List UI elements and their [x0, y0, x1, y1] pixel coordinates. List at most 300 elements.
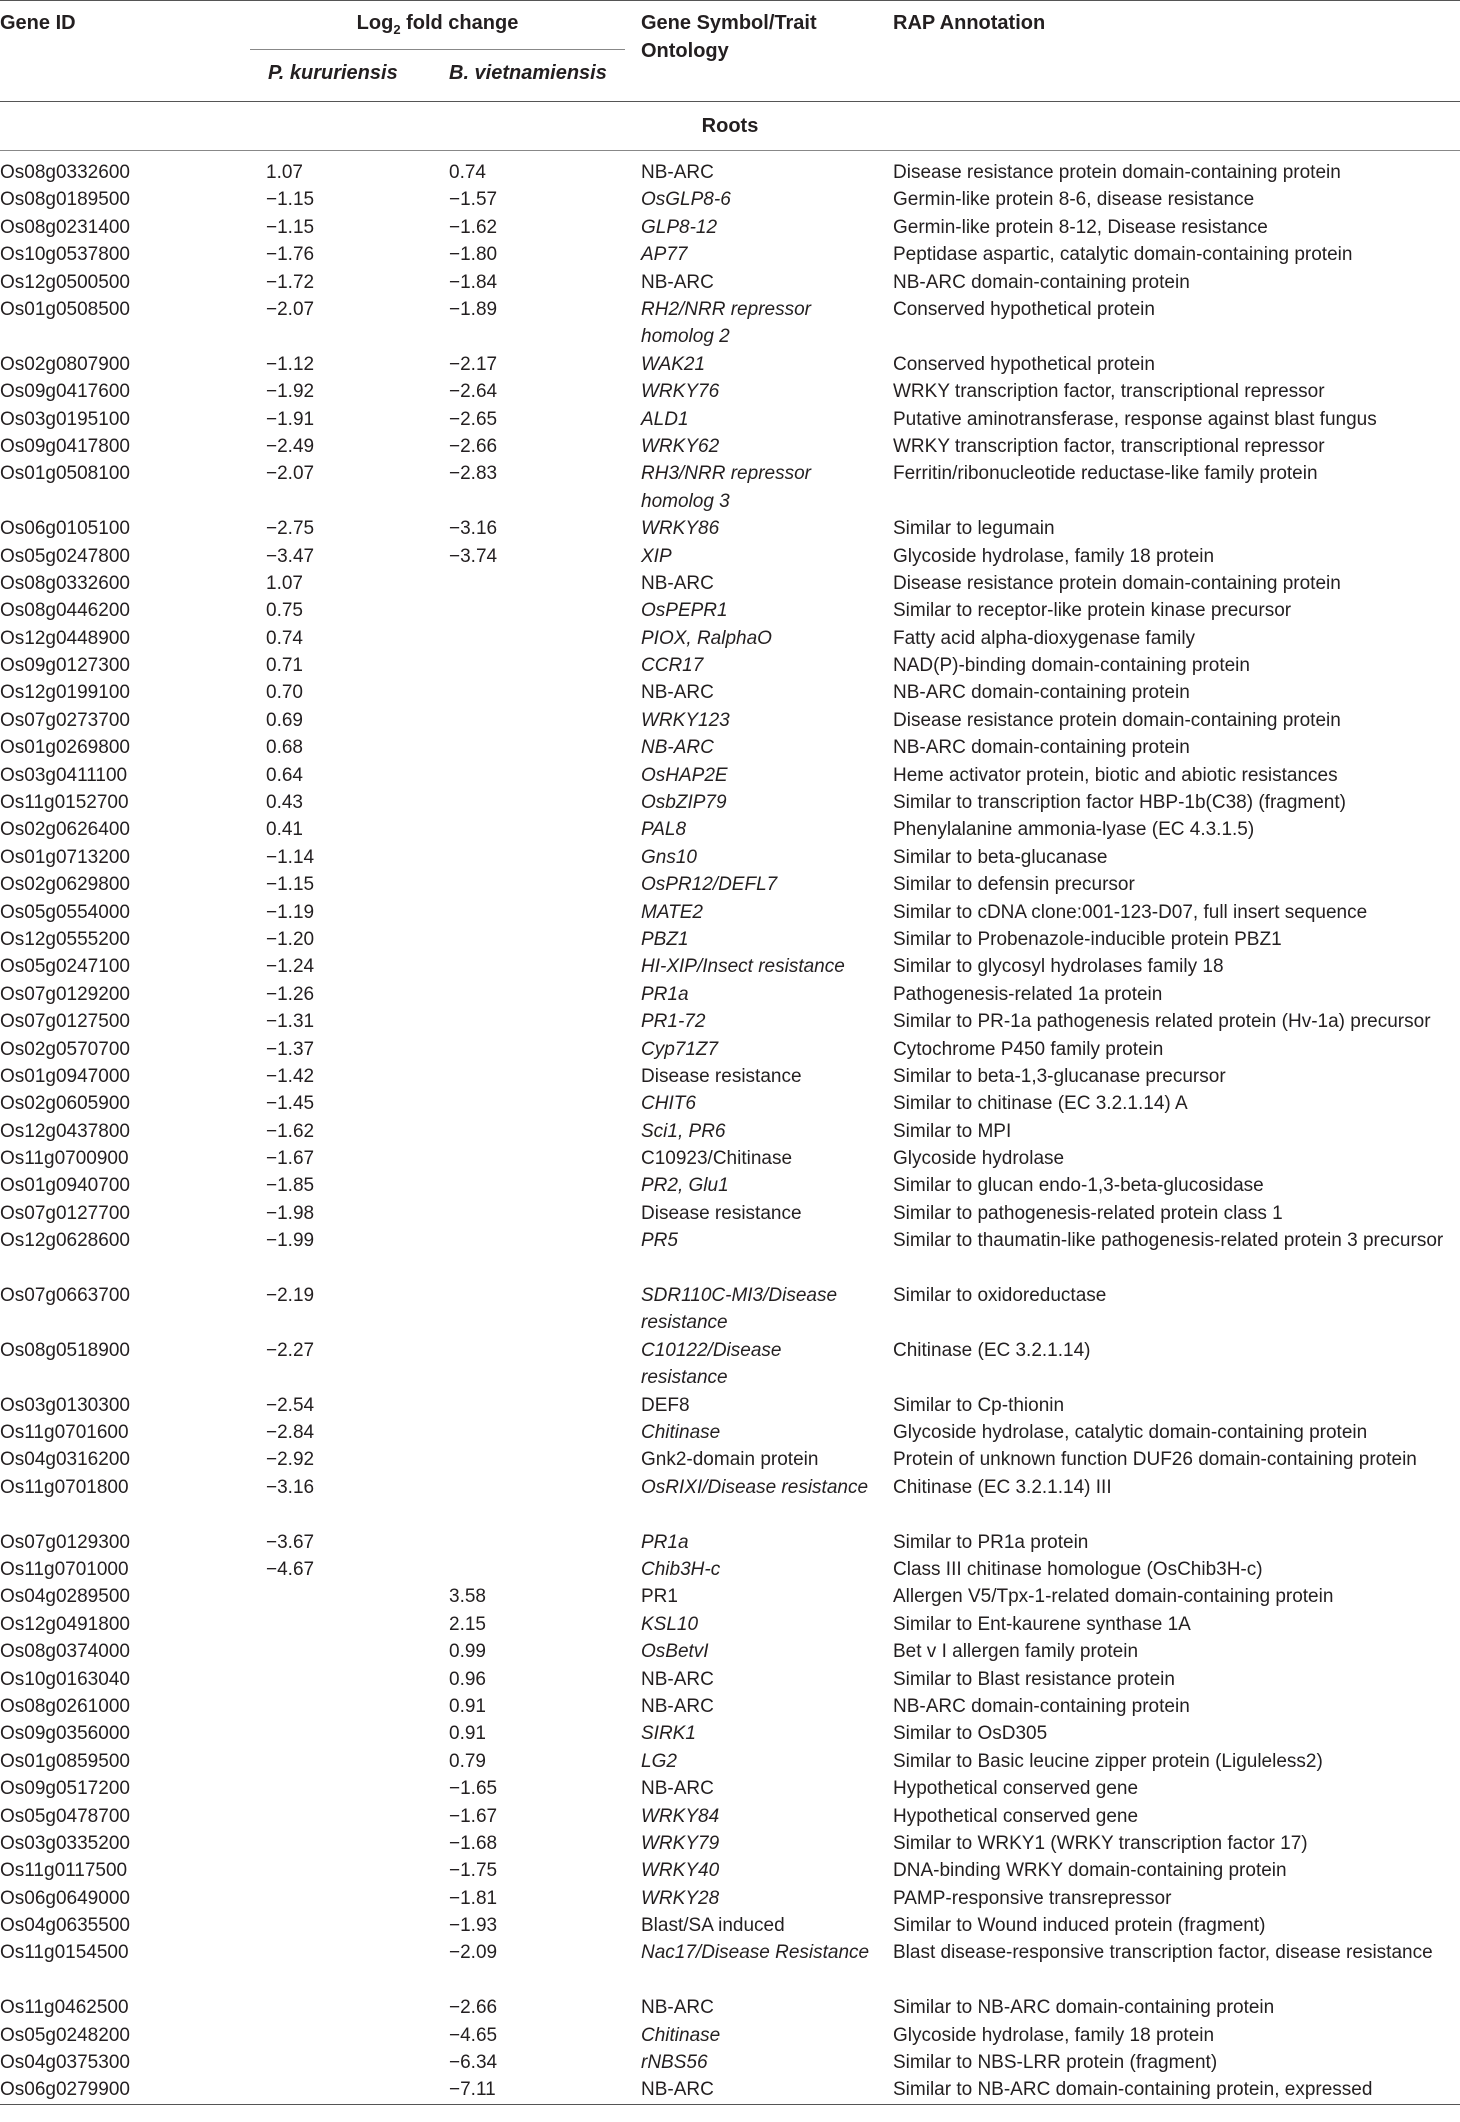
b-vietnamiensis-cell: −1.68 — [449, 1832, 498, 1854]
table-row — [0, 1885, 1460, 1912]
table-row — [0, 214, 1460, 241]
gene-id-cell: Os01g0508100 — [0, 463, 130, 485]
b-vietnamiensis-cell: −3.74 — [449, 545, 498, 567]
gene-symbol-cell: CHIT6 — [641, 1093, 696, 1115]
gene-id-cell: Os09g0417600 — [0, 381, 130, 403]
gene-symbol-cell: Sci1, PR6 — [641, 1120, 726, 1142]
gene-symbol-cell: NB-ARC — [641, 271, 714, 293]
b-vietnamiensis-cell: 0.99 — [449, 1641, 486, 1663]
rap-annotation-cell: Similar to PR-1a pathogenesis related protein (Hv-1a) precursor — [893, 1011, 1431, 1033]
rap-annotation-cell: Putative aminotransferase, response against blast fungus — [893, 408, 1377, 430]
gene-symbol-cell: AP77 — [641, 244, 688, 266]
p-kururiensis-cell: −1.14 — [266, 846, 315, 868]
gene-id-cell: Os01g0859500 — [0, 1750, 130, 1772]
gene-symbol-cell: PBZ1 — [641, 928, 689, 950]
gene-symbol-cell: OsbZIP79 — [641, 792, 727, 814]
gene-id-cell: Os03g0195100 — [0, 408, 130, 430]
p-kururiensis-cell: −2.19 — [266, 1285, 315, 1307]
gene-id-cell: Os03g0411100 — [0, 764, 128, 786]
table-row — [0, 1857, 1460, 1884]
p-kururiensis-cell: 0.74 — [266, 627, 303, 649]
gene-id-cell: Os09g0517200 — [0, 1778, 130, 1800]
rap-annotation-cell: Similar to pathogenesis-related protein class 1 — [893, 1202, 1283, 1224]
b-vietnamiensis-cell: −2.17 — [449, 353, 498, 375]
rap-annotation-cell: Ferritin/ribonucleotide reductase-like family protein — [893, 463, 1318, 485]
rap-annotation-cell: Chitinase (EC 3.2.1.14) III — [893, 1476, 1112, 1498]
rap-annotation-cell: Chitinase (EC 3.2.1.14) — [893, 1339, 1091, 1361]
gene-id-cell: Os05g0247100 — [0, 956, 130, 978]
rap-annotation-cell: NB-ARC domain-containing protein — [893, 682, 1190, 704]
gene-id-cell: Os06g0279900 — [0, 2079, 130, 2101]
gene-id-cell: Os12g0628600 — [0, 1230, 130, 1252]
gene-id-cell: Os07g0273700 — [0, 709, 130, 731]
table-row — [0, 2022, 1460, 2049]
rap-annotation-cell: Heme activator protein, biotic and abiotic resistances — [893, 764, 1338, 786]
rap-annotation-cell: Disease resistance protein domain-containing protein — [893, 162, 1341, 183]
p-kururiensis-cell: −1.62 — [266, 1120, 315, 1142]
gene-id-cell: Os08g0446200 — [0, 600, 130, 622]
rap-annotation-cell: Conserved hypothetical protein — [893, 353, 1155, 375]
p-kururiensis-cell: −1.37 — [266, 1038, 315, 1060]
gene-symbol-cell: PR1-72 — [641, 1011, 706, 1033]
table-row — [0, 1693, 1460, 1720]
rap-annotation-cell: Similar to receptor-like protein kinase precursor — [893, 600, 1292, 622]
table-row — [0, 2049, 1460, 2076]
rap-annotation-cell: Similar to Probenazole-inducible protein PBZ1 — [893, 928, 1282, 950]
rap-annotation-cell: Hypothetical conserved gene — [893, 1805, 1139, 1827]
gene-symbol-cell: RH2/NRR repressor homolog 2 — [641, 298, 811, 348]
gene-symbol-cell: WRKY40 — [641, 1860, 720, 1882]
gene-id-cell: Os06g0105100 — [0, 518, 130, 540]
table-row — [0, 570, 1460, 597]
p-kururiensis-cell: −1.85 — [266, 1175, 315, 1197]
p-kururiensis-cell: −3.47 — [266, 545, 315, 567]
rap-annotation-cell: Similar to NB-ARC domain-containing protein, expressed — [893, 2079, 1373, 2101]
gene-symbol-cell: WRKY84 — [641, 1805, 720, 1827]
gene-id-cell: Os03g0130300 — [0, 1394, 130, 1416]
gene-symbol-cell: NB-ARC — [641, 1668, 714, 1690]
gene-symbol-cell: Nac17/Disease Resistance — [641, 1942, 870, 1964]
rap-annotation-cell: Similar to Ent-kaurene synthase 1A — [893, 1613, 1191, 1635]
b-vietnamiensis-cell: −1.75 — [449, 1860, 498, 1882]
gene-symbol-cell: NB-ARC — [641, 2079, 714, 2101]
gene-symbol-cell: RH3/NRR repressor homolog 3 — [641, 463, 811, 512]
gene-id-cell: Os02g0605900 — [0, 1093, 130, 1115]
gene-id-cell: Os01g0269800 — [0, 737, 130, 759]
rap-annotation-cell: Cytochrome P450 family protein — [893, 1038, 1164, 1060]
gene-symbol-cell: WRKY123 — [641, 709, 730, 731]
table-row — [0, 1994, 1460, 2021]
gene-id-cell: Os11g0152700 — [0, 792, 129, 814]
gene-id-cell: Os07g0129200 — [0, 983, 130, 1005]
rap-annotation-cell: Similar to OsD305 — [893, 1723, 1048, 1745]
rap-annotation-cell: Glycoside hydrolase, family 18 protein — [893, 2024, 1215, 2046]
gene-symbol-cell: SIRK1 — [641, 1723, 696, 1745]
gene-symbol-cell: KSL10 — [641, 1613, 699, 1635]
p-kururiensis-cell: −1.19 — [266, 901, 315, 923]
rap-annotation-cell: Similar to beta-1,3-glucanase precursor — [893, 1065, 1226, 1087]
table-row — [0, 1748, 1460, 1775]
gene-symbol-cell: PR1a — [641, 983, 689, 1005]
gene-symbol-cell: GLP8-12 — [641, 216, 718, 238]
p-kururiensis-cell: −1.45 — [266, 1093, 315, 1115]
gene-id-cell: Os12g0555200 — [0, 928, 130, 950]
table-row — [0, 871, 1460, 898]
p-kururiensis-cell: −1.98 — [266, 1202, 315, 1224]
gene-symbol-cell: NB-ARC — [641, 162, 714, 183]
rap-annotation-cell: DNA-binding WRKY domain-containing protein — [893, 1860, 1287, 1882]
gene-id-cell: Os04g0635500 — [0, 1915, 130, 1937]
gene-symbol-cell: WRKY76 — [641, 381, 720, 403]
gene-symbol-cell: rNBS56 — [641, 2052, 708, 2074]
table-row — [0, 1912, 1460, 1939]
gene-symbol-cell: NB-ARC — [641, 682, 714, 704]
table-row — [0, 679, 1460, 706]
table-row — [0, 1172, 1460, 1199]
p-kururiensis-cell: −2.07 — [266, 298, 315, 320]
table-row — [0, 652, 1460, 679]
rap-annotation-cell: Similar to NBS-LRR protein (fragment) — [893, 2052, 1218, 2074]
gene-id-cell: Os07g0127700 — [0, 1202, 130, 1224]
gene-id-cell: Os07g0129300 — [0, 1531, 130, 1553]
gene-symbol-cell: PIOX, RalphaO — [641, 627, 772, 649]
p-kururiensis-cell: 0.41 — [266, 819, 303, 841]
gene-symbol-cell: NB-ARC — [641, 737, 714, 759]
gene-id-cell: Os08g0332600 — [0, 572, 130, 594]
rap-annotation-cell: Similar to PR1a protein — [893, 1531, 1089, 1553]
p-kururiensis-cell: −1.20 — [266, 928, 315, 950]
b-vietnamiensis-cell: −1.93 — [449, 1915, 498, 1937]
gene-symbol-cell: Cyp71Z7 — [641, 1038, 719, 1060]
b-vietnamiensis-cell: −1.65 — [449, 1778, 498, 1800]
p-kururiensis-cell: −2.75 — [266, 518, 315, 540]
header-rap-annotation: RAP Annotation — [893, 12, 1046, 34]
table-row — [0, 1063, 1460, 1090]
b-vietnamiensis-cell: 0.91 — [449, 1695, 486, 1717]
p-kururiensis-cell: −2.49 — [266, 435, 315, 457]
gene-symbol-cell: WRKY86 — [641, 518, 720, 540]
b-vietnamiensis-cell: −2.09 — [449, 1942, 498, 1964]
gene-id-cell: Os10g0163040 — [0, 1668, 130, 1690]
rap-annotation-cell: WRKY transcription factor, transcriptional repressor — [893, 435, 1325, 457]
p-kururiensis-cell: −2.84 — [266, 1422, 315, 1444]
table-row — [0, 2076, 1460, 2103]
rap-annotation-cell: Peptidase aspartic, catalytic domain-containing protein — [893, 244, 1353, 266]
gene-id-cell: Os11g0700900 — [0, 1148, 129, 1170]
gene-symbol-cell: ALD1 — [641, 408, 689, 430]
b-vietnamiensis-cell: −1.67 — [449, 1805, 498, 1827]
header-log2-suffix: fold change — [400, 12, 519, 34]
p-kururiensis-cell: −1.15 — [266, 216, 315, 238]
gene-id-cell: Os05g0248200 — [0, 2024, 130, 2046]
p-kururiensis-cell: 0.70 — [266, 682, 303, 704]
table-row — [0, 269, 1460, 296]
table-row — [0, 1474, 1460, 1529]
b-vietnamiensis-cell: −1.89 — [449, 298, 498, 320]
table-row — [0, 1803, 1460, 1830]
table-row — [0, 1446, 1460, 1473]
table-row — [0, 241, 1460, 268]
header-log2-sub: 2 — [393, 22, 401, 37]
gene-id-cell: Os12g0491800 — [0, 1613, 130, 1635]
rap-annotation-cell: Similar to Cp-thionin — [893, 1394, 1065, 1416]
table-row — [0, 1720, 1460, 1747]
table-header — [0, 0, 1460, 102]
gene-id-cell: Os09g0127300 — [0, 655, 130, 677]
gene-id-cell: Os02g0807900 — [0, 353, 130, 375]
b-vietnamiensis-cell: −2.64 — [449, 381, 498, 403]
rap-annotation-cell: Similar to oxidoreductase — [893, 1285, 1107, 1307]
rap-annotation-cell: Germin-like protein 8-6, disease resistance — [893, 189, 1255, 211]
gene-symbol-cell: OsGLP8-6 — [641, 189, 731, 211]
gene-symbol-cell: OsPR12/DEFL7 — [641, 874, 778, 896]
rap-annotation-cell: Similar to glucan endo-1,3-beta-glucosidase — [893, 1175, 1264, 1197]
gene-id-cell: Os01g0947000 — [0, 1065, 130, 1087]
gene-symbol-cell: WRKY79 — [641, 1832, 720, 1854]
rap-annotation-cell: Similar to legumain — [893, 518, 1055, 540]
b-vietnamiensis-cell: −2.65 — [449, 408, 498, 430]
rap-annotation-cell: Pathogenesis-related 1a protein — [893, 983, 1163, 1005]
b-vietnamiensis-cell: −2.66 — [449, 1997, 498, 2019]
gene-symbol-cell: PAL8 — [641, 819, 687, 841]
table-bottom-rule — [0, 2104, 1460, 2105]
gene-symbol-cell: NB-ARC — [641, 1778, 714, 1800]
b-vietnamiensis-cell: 0.74 — [449, 162, 486, 183]
p-kururiensis-cell: 1.07 — [266, 572, 303, 594]
table-row — [0, 762, 1460, 789]
gene-symbol-cell: PR1a — [641, 1531, 689, 1553]
gene-symbol-cell: SDR110C-MI3/Disease resistance — [641, 1285, 838, 1334]
gene-id-cell: Os11g0701800 — [0, 1476, 129, 1498]
table-row — [0, 1282, 1460, 1337]
gene-symbol-cell: OsHAP2E — [641, 764, 728, 786]
gene-id-cell: Os06g0649000 — [0, 1887, 130, 1909]
p-kururiensis-cell: 1.07 — [266, 162, 303, 183]
gene-id-cell: Os05g0554000 — [0, 901, 130, 923]
rap-annotation-cell: Glycoside hydrolase — [893, 1148, 1065, 1170]
rap-annotation-cell: Hypothetical conserved gene — [893, 1778, 1139, 1800]
gene-symbol-cell: OsRIXI/Disease resistance — [641, 1476, 869, 1498]
rap-annotation-cell: Similar to transcription factor HBP-1b(C38) (fragment) — [893, 792, 1346, 814]
section-label: Roots — [0, 102, 1460, 151]
p-kururiensis-cell: −1.42 — [266, 1065, 315, 1087]
b-vietnamiensis-cell: −1.57 — [449, 189, 498, 211]
gene-id-cell: Os11g0462500 — [0, 1997, 129, 2019]
gene-id-cell: Os02g0570700 — [0, 1038, 130, 1060]
header-log2-fold-change — [250, 9, 625, 44]
table-row — [0, 1419, 1460, 1446]
b-vietnamiensis-cell: −3.16 — [449, 518, 498, 540]
p-kururiensis-cell: −1.67 — [266, 1148, 315, 1170]
gene-symbol-cell: Disease resistance — [641, 1202, 802, 1224]
rap-annotation-cell: Conserved hypothetical protein — [893, 298, 1155, 320]
p-kururiensis-cell: −2.54 — [266, 1394, 315, 1416]
p-kururiensis-cell: −1.92 — [266, 381, 315, 403]
table-row — [0, 433, 1460, 460]
gene-id-cell: Os11g0701600 — [0, 1422, 129, 1444]
gene-id-cell: Os04g0375300 — [0, 2052, 130, 2074]
gene-id-cell: Os10g0537800 — [0, 244, 130, 266]
gene-symbol-cell: NB-ARC — [641, 572, 714, 594]
table-row — [0, 1583, 1460, 1610]
rap-annotation-cell: Fatty acid alpha-dioxygenase family — [893, 627, 1196, 649]
rap-annotation-cell: PAMP-responsive transrepressor — [893, 1887, 1172, 1909]
p-kururiensis-cell: −1.31 — [266, 1011, 315, 1033]
p-kururiensis-cell: −3.67 — [266, 1531, 315, 1553]
p-kururiensis-cell: −3.16 — [266, 1476, 315, 1498]
b-vietnamiensis-cell: 2.15 — [449, 1613, 486, 1635]
rap-annotation-cell: Glycoside hydrolase, family 18 protein — [893, 545, 1215, 567]
header-gene-id: Gene ID — [0, 12, 76, 34]
rap-annotation-cell: Similar to beta-glucanase — [893, 846, 1108, 868]
gene-symbol-cell: Chib3H-c — [641, 1559, 721, 1581]
gene-id-cell: Os01g0508500 — [0, 298, 130, 320]
header-gene-symbol: Gene Symbol/Trait Ontology — [641, 12, 817, 62]
table-row — [0, 351, 1460, 378]
table-body — [0, 151, 1460, 2104]
table-row — [0, 1145, 1460, 1172]
gene-id-cell: Os08g0374000 — [0, 1641, 130, 1663]
table-row — [0, 186, 1460, 213]
rap-annotation-cell: Similar to WRKY1 (WRKY transcription factor 17) — [893, 1832, 1308, 1854]
gene-id-cell: Os07g0127500 — [0, 1011, 130, 1033]
rap-annotation-cell: Similar to thaumatin-like pathogenesis-related protein 3 precursor — [893, 1230, 1444, 1252]
gene-symbol-cell: XIP — [641, 545, 672, 567]
table-row — [0, 1556, 1460, 1583]
b-vietnamiensis-cell: −2.83 — [449, 463, 498, 485]
table-row — [0, 159, 1460, 186]
gene-id-cell: Os01g0940700 — [0, 1175, 130, 1197]
rap-annotation-cell: Similar to MPI — [893, 1120, 1012, 1142]
gene-id-cell: Os08g0332600 — [0, 162, 130, 183]
b-vietnamiensis-cell: 0.96 — [449, 1668, 486, 1690]
gene-id-cell: Os04g0289500 — [0, 1586, 130, 1608]
gene-symbol-cell: Blast/SA induced — [641, 1915, 785, 1937]
table-row — [0, 1118, 1460, 1145]
table-row — [0, 1200, 1460, 1227]
gene-id-cell: Os05g0247800 — [0, 545, 130, 567]
gene-symbol-cell: C10122/Disease resistance — [641, 1339, 782, 1389]
rap-annotation-cell: Similar to Blast resistance protein — [893, 1668, 1175, 1690]
table-row — [0, 1666, 1460, 1693]
rap-annotation-cell: Blast disease-responsive transcription factor, disease resistance — [893, 1942, 1433, 1964]
rap-annotation-cell: Germin-like protein 8-12, Disease resistance — [893, 216, 1268, 238]
table-row — [0, 597, 1460, 624]
header-b-vietnamiensis: B. vietnamiensis — [449, 62, 607, 84]
b-vietnamiensis-cell: −7.11 — [449, 2079, 496, 2101]
p-kururiensis-cell: −2.07 — [266, 463, 315, 485]
gene-symbol-cell: CCR17 — [641, 655, 704, 677]
rap-annotation-cell: Similar to chitinase (EC 3.2.1.14) A — [893, 1093, 1188, 1115]
gene-symbol-cell: MATE2 — [641, 901, 703, 923]
table-row — [0, 460, 1460, 515]
p-kururiensis-cell: −1.12 — [266, 353, 315, 375]
gene-id-cell: Os04g0316200 — [0, 1449, 130, 1471]
b-vietnamiensis-cell: −2.66 — [449, 435, 498, 457]
gene-id-cell: Os07g0663700 — [0, 1285, 130, 1307]
gene-symbol-cell: Chitinase — [641, 1422, 721, 1444]
rap-annotation-cell: Protein of unknown function DUF26 domain-containing protein — [893, 1449, 1417, 1471]
table-row — [0, 1529, 1460, 1556]
table-row — [0, 378, 1460, 405]
gene-symbol-cell: PR1 — [641, 1586, 678, 1608]
gene-id-cell: Os02g0629800 — [0, 874, 130, 896]
table-row — [0, 1611, 1460, 1638]
gene-symbol-cell: WAK21 — [641, 353, 706, 375]
p-kururiensis-cell: 0.64 — [266, 764, 303, 786]
gene-symbol-cell: WRKY28 — [641, 1887, 720, 1909]
p-kururiensis-cell: −1.91 — [266, 408, 315, 430]
p-kururiensis-cell: 0.68 — [266, 737, 303, 759]
table-row — [0, 1090, 1460, 1117]
gene-id-cell: Os12g0199100 — [0, 682, 130, 704]
rap-annotation-cell: Disease resistance protein domain-containing protein — [893, 709, 1341, 731]
table-row — [0, 1227, 1460, 1282]
gene-symbol-cell: PR5 — [641, 1230, 678, 1252]
p-kururiensis-cell: −1.72 — [266, 271, 315, 293]
table-row — [0, 899, 1460, 926]
table-row — [0, 543, 1460, 570]
gene-id-cell: Os02g0626400 — [0, 819, 130, 841]
header-subline — [250, 49, 625, 50]
p-kururiensis-cell: 0.43 — [266, 792, 303, 814]
gene-symbol-cell: NB-ARC — [641, 1695, 714, 1717]
rap-annotation-cell: Class III chitinase homologue (OsChib3H-c) — [893, 1559, 1263, 1581]
p-kururiensis-cell: −1.99 — [266, 1230, 315, 1252]
p-kururiensis-cell: −1.15 — [266, 189, 315, 211]
table-row — [0, 816, 1460, 843]
table-row — [0, 707, 1460, 734]
table-row — [0, 926, 1460, 953]
rap-annotation-cell: NB-ARC domain-containing protein — [893, 737, 1190, 759]
table-row — [0, 1337, 1460, 1392]
p-kururiensis-cell: 0.69 — [266, 709, 303, 731]
gene-symbol-cell: Gnk2-domain protein — [641, 1449, 819, 1471]
b-vietnamiensis-cell: 3.58 — [449, 1586, 486, 1608]
table-row — [0, 734, 1460, 761]
p-kururiensis-cell: −2.92 — [266, 1449, 315, 1471]
gene-id-cell: Os01g0713200 — [0, 846, 130, 868]
p-kururiensis-cell: −1.24 — [266, 956, 315, 978]
rap-annotation-cell: Similar to NB-ARC domain-containing protein — [893, 1997, 1275, 2019]
table-row — [0, 1638, 1460, 1665]
header-p-kururiensis: P. kururiensis — [268, 62, 398, 84]
table-row — [0, 844, 1460, 871]
gene-symbol-cell: Gns10 — [641, 846, 697, 868]
b-vietnamiensis-cell: −4.65 — [449, 2024, 498, 2046]
b-vietnamiensis-cell: −1.80 — [449, 244, 498, 266]
gene-id-cell: Os12g0437800 — [0, 1120, 130, 1142]
gene-symbol-cell: Chitinase — [641, 2024, 721, 2046]
rap-annotation-cell: WRKY transcription factor, transcriptional repressor — [893, 381, 1325, 403]
gene-symbol-cell: NB-ARC — [641, 1997, 714, 2019]
rap-annotation-cell: Similar to glycosyl hydrolases family 18 — [893, 956, 1224, 978]
gene-id-cell: Os03g0335200 — [0, 1832, 130, 1854]
table-row — [0, 515, 1460, 542]
rap-annotation-cell: NB-ARC domain-containing protein — [893, 271, 1190, 293]
table-row — [0, 1939, 1460, 1994]
p-kururiensis-cell: −1.76 — [266, 244, 315, 266]
gene-id-cell: Os08g0231400 — [0, 216, 130, 238]
table-row — [0, 953, 1460, 980]
table-row — [0, 1830, 1460, 1857]
rap-annotation-cell: Phenylalanine ammonia-lyase (EC 4.3.1.5) — [893, 819, 1255, 841]
gene-id-cell: Os11g0154500 — [0, 1942, 129, 1964]
b-vietnamiensis-cell: −1.62 — [449, 216, 498, 238]
b-vietnamiensis-cell: −6.34 — [449, 2052, 498, 2074]
table-row — [0, 1008, 1460, 1035]
gene-id-cell: Os08g0518900 — [0, 1339, 130, 1361]
